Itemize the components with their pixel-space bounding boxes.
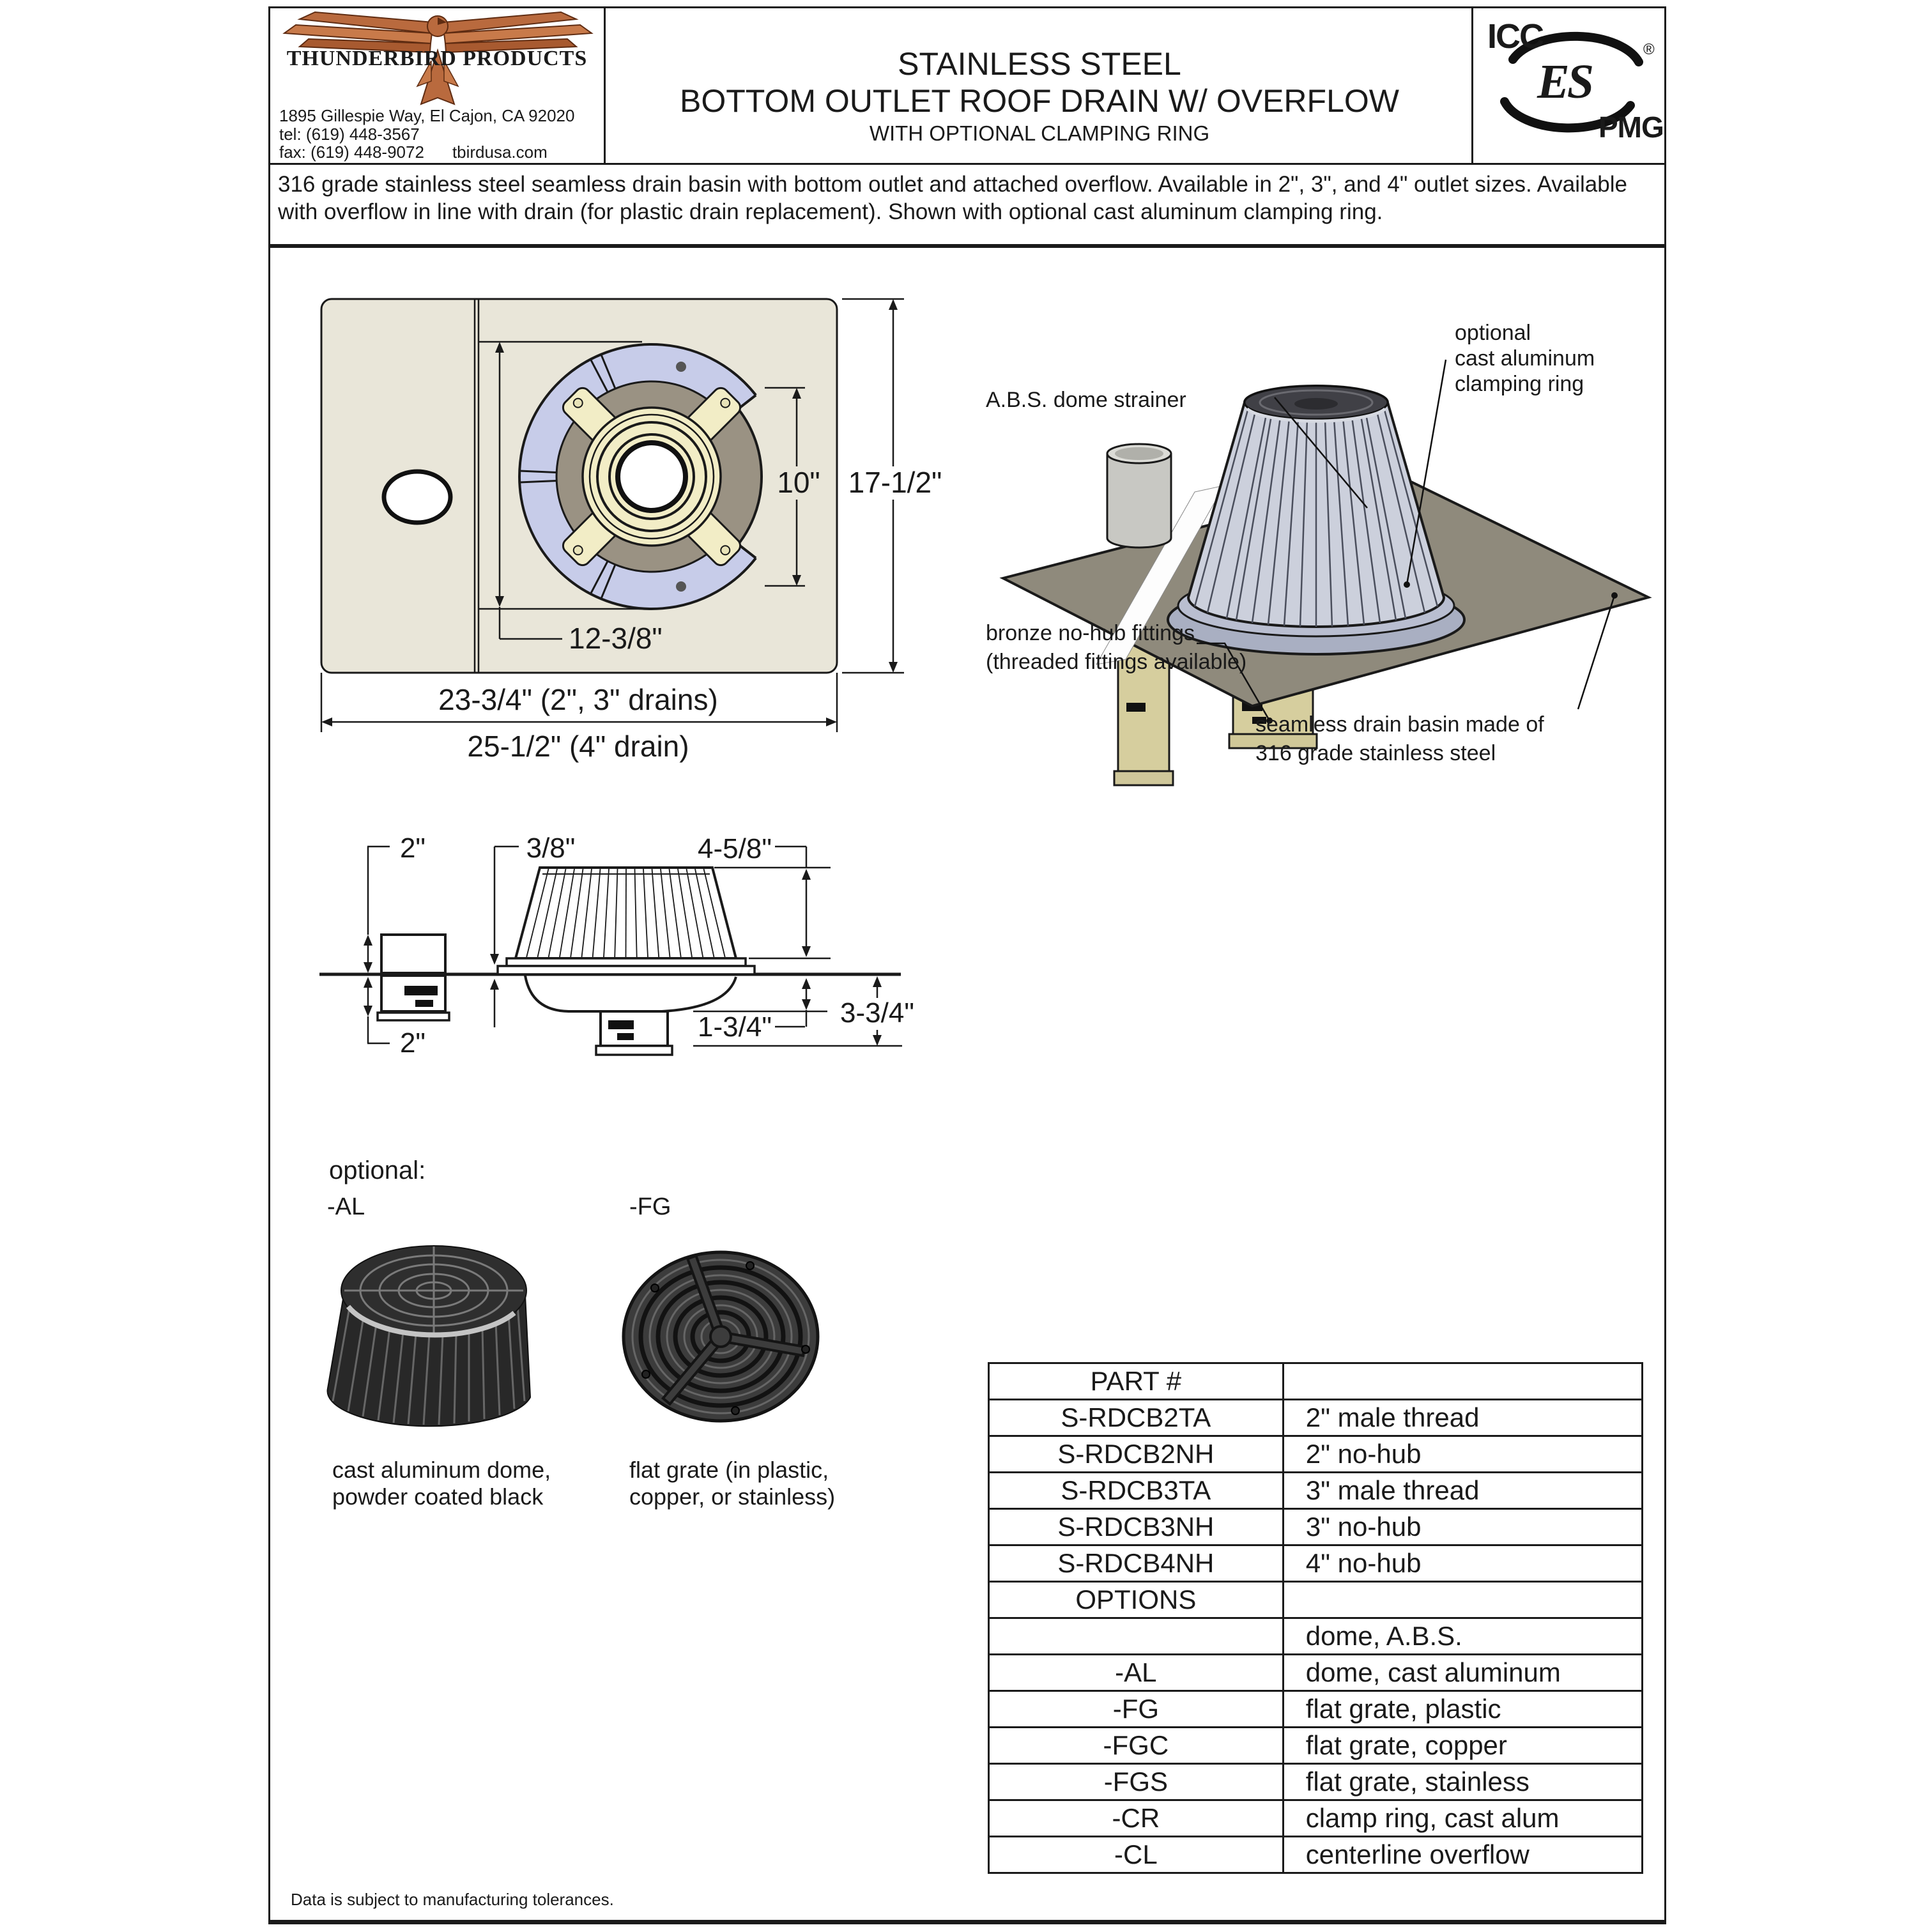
dim-width-large-label: 25-1/2" (4" drain)	[467, 730, 689, 763]
cast-aluminum-dome-image	[323, 1230, 546, 1441]
table-row	[989, 1545, 1643, 1582]
company-fax-row	[279, 142, 548, 162]
callout-dome-strainer: A.B.S. dome strainer	[986, 388, 1186, 412]
part-description-cell: centerline overflow	[1283, 1837, 1642, 1873]
abs-dome-strainer	[1188, 386, 1444, 627]
parts-table-body	[989, 1363, 1643, 1873]
fg-caption	[629, 1457, 835, 1510]
outlet-side	[596, 1011, 672, 1055]
part-description-cell: 3" no-hub	[1283, 1509, 1642, 1545]
flat-grate-image	[617, 1246, 827, 1431]
table-row	[989, 1436, 1643, 1473]
cert-es-text: ES	[1537, 55, 1591, 109]
dim-2-bottom-label: 2"	[399, 1027, 426, 1059]
part-number-cell: -FGC	[989, 1728, 1284, 1764]
part-description-cell: 4" no-hub	[1283, 1545, 1642, 1582]
doc-title-line2: BOTTOM OUTLET ROOF DRAIN W/ OVERFLOW	[680, 83, 1399, 119]
dim-10-label: 10"	[777, 466, 820, 499]
callout-basin-line2: 316 grade stainless steel	[1255, 741, 1496, 765]
fg-caption-line1: flat grate (in plastic,	[629, 1457, 829, 1483]
header	[270, 8, 1664, 165]
company-name: THUNDERBIRD PRODUCTS	[286, 47, 588, 70]
dim-134-label: 1-3/4"	[698, 1011, 772, 1043]
optional-al-code: -AL	[327, 1193, 365, 1220]
top-view-drawing	[294, 281, 946, 767]
part-description-cell	[1283, 1582, 1642, 1618]
dim-17-5-label: 17-1/2"	[848, 466, 942, 499]
table-row	[989, 1400, 1643, 1436]
cert-registered-mark: ®	[1643, 41, 1655, 58]
part-number-cell	[989, 1618, 1284, 1655]
company-address: 1895 Gillespie Way, El Cajon, CA 92020	[279, 106, 575, 125]
doc-title-line3: WITH OPTIONAL CLAMPING RING	[869, 121, 1210, 145]
part-number-cell: S-RDCB3NH	[989, 1509, 1284, 1545]
part-number-cell: -AL	[989, 1655, 1284, 1691]
callout-ring-line1: optional	[1455, 321, 1531, 345]
table-row	[989, 1837, 1643, 1873]
side-view-drawing	[319, 831, 939, 1086]
overflow-hole	[384, 471, 450, 523]
dim-width-small-label: 23-3/4" (2", 3" drains)	[438, 683, 718, 716]
table-row	[989, 1800, 1643, 1837]
callout-basin-line1: seamless drain basin made of	[1255, 712, 1544, 737]
part-number-cell: OPTIONS	[989, 1582, 1284, 1618]
part-description-cell: 2" no-hub	[1283, 1436, 1642, 1473]
overflow-side	[378, 935, 449, 1020]
doc-title-line1: STAINLESS STEEL	[898, 46, 1181, 82]
overflow-pipe	[1107, 444, 1171, 548]
cert-icc-text: ICC	[1487, 17, 1543, 56]
basin-side	[525, 976, 736, 1011]
footer-note: Data is subject to manufacturing tolerances.	[291, 1890, 614, 1909]
ring-screw	[676, 581, 686, 592]
icc-es-pmg-logo	[1471, 8, 1666, 165]
drain-outlet-hole	[618, 443, 686, 510]
fg-caption-line2: copper, or stainless)	[629, 1483, 836, 1510]
table-row	[989, 1509, 1643, 1545]
callout-ring-line2: cast aluminum	[1455, 346, 1595, 371]
part-description-cell: flat grate, stainless	[1283, 1764, 1642, 1800]
dome-side	[498, 868, 755, 974]
company-fax: fax: (619) 448-9072	[279, 142, 424, 162]
callout-fitting-line1: bronze no-hub fittings	[986, 621, 1195, 645]
table-row	[989, 1618, 1643, 1655]
callout-ring-line3: clamping ring	[1455, 372, 1584, 396]
cert-pmg-text: PMG	[1598, 111, 1664, 144]
dim-38-label: 3/8"	[526, 832, 576, 864]
optional-fg-code: -FG	[629, 1193, 671, 1220]
dim-334-label: 3-3/4"	[840, 997, 914, 1029]
dim-458-label: 4-5/8"	[698, 833, 772, 864]
parts-table	[988, 1362, 1643, 1874]
part-description-cell: dome, cast aluminum	[1283, 1655, 1642, 1691]
isometric-drawing	[971, 300, 1667, 805]
company-website[interactable]: tbirdusa.com	[452, 142, 548, 162]
part-description-cell	[1283, 1363, 1642, 1400]
part-number-cell: -CL	[989, 1837, 1284, 1873]
part-number-cell: -CR	[989, 1800, 1284, 1837]
product-description: 316 grade stainless steel seamless drain basin with bottom outlet and attached overflow. Available in 2", 3", and 4" outlet sizes. Available with overflow in line with drain (for plastic drain replacement). Shown with optional cast aluminum clamping ring.	[270, 167, 1664, 248]
al-caption-line1: cast aluminum dome,	[332, 1457, 551, 1483]
part-number-cell: -FGS	[989, 1764, 1284, 1800]
ring-screw	[676, 362, 686, 372]
logo-cell	[270, 8, 606, 165]
part-number-cell: -FG	[989, 1691, 1284, 1728]
icc-es-pmg-icon	[1473, 8, 1668, 165]
part-number-cell: S-RDCB2TA	[989, 1400, 1284, 1436]
table-header-row	[989, 1582, 1643, 1618]
part-number-cell: S-RDCB3TA	[989, 1473, 1284, 1509]
callout-fitting-line2: (threaded fittings available)	[986, 650, 1247, 674]
part-number-cell: S-RDCB2NH	[989, 1436, 1284, 1473]
part-description-cell: 3" male thread	[1283, 1473, 1642, 1509]
table-row	[989, 1473, 1643, 1509]
part-description-cell: flat grate, copper	[1283, 1728, 1642, 1764]
part-description-cell: dome, A.B.S.	[1283, 1618, 1642, 1655]
title-block	[608, 8, 1471, 165]
table-row	[989, 1728, 1643, 1764]
optional-heading: optional:	[329, 1156, 426, 1184]
al-caption	[332, 1457, 551, 1510]
part-description-cell: 2" male thread	[1283, 1400, 1642, 1436]
clamping-ring-assembly	[519, 344, 762, 609]
part-description-cell: flat grate, plastic	[1283, 1691, 1642, 1728]
al-caption-line2: powder coated black	[332, 1483, 544, 1510]
table-row	[989, 1691, 1643, 1728]
dim-2-top-label: 2"	[399, 832, 426, 864]
part-number-cell: PART #	[989, 1363, 1284, 1400]
part-number-cell: S-RDCB4NH	[989, 1545, 1284, 1582]
table-header-row	[989, 1363, 1643, 1400]
company-tel: tel: (619) 448-3567	[279, 125, 420, 144]
table-row	[989, 1655, 1643, 1691]
table-row	[989, 1764, 1643, 1800]
part-description-cell: clamp ring, cast alum	[1283, 1800, 1642, 1837]
dim-12-375-label: 12-3/8"	[569, 622, 663, 655]
